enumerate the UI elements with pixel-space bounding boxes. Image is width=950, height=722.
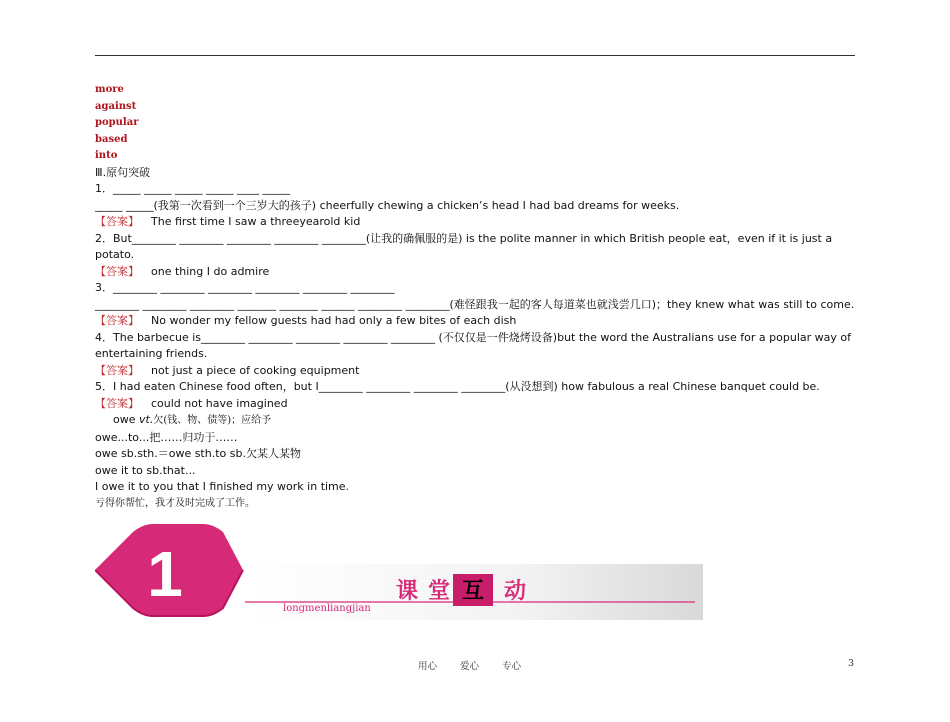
owe-pos: vt. [139, 413, 154, 426]
answer-word-5: into [95, 150, 118, 161]
item-5-answer-text: could not have imagined [151, 396, 288, 410]
answer-tag: 【答案】 [95, 264, 139, 278]
footer-center-text: 用心 爱心 专心 [418, 661, 522, 672]
answer-word-2: against [95, 100, 137, 112]
item-3-line-1: 3．________ ________ ________ ________ ________ ________ [95, 281, 395, 294]
answer-word-3: popular [95, 117, 139, 128]
owe-def: 欠(钱、物、债等)；应给予 [153, 415, 272, 426]
item-4-answer [95, 363, 855, 380]
banner-pinyin: longmenliangjian [283, 603, 371, 614]
item-1-answer-text: The first time I saw a threeyearold kid [151, 215, 361, 228]
item-2-text: 2．But________ ________ ________ ________ ________(让我的确佩服的是) is the polite manner in which British people eat，even if it is just a potato. [95, 231, 833, 261]
banner-title-char-4: 动 [503, 579, 527, 604]
banner-title-char-1: 课 [395, 579, 419, 604]
item-2-answer-text: one thing I do admire [151, 264, 270, 278]
item-4-answer-text: not just a piece of cooking equipment [151, 363, 360, 377]
document-body [95, 82, 855, 512]
section-banner [95, 524, 705, 624]
answer-tag: 【答案】 [95, 215, 139, 228]
item-3-line-2: ________ ________ ________ _______ _______ ______ ________ ________(难怪跟我一起的客人每道菜也就浅尝几口)；they knew what was still to come. [95, 297, 855, 311]
page-number: 3 [848, 658, 855, 669]
item-4-text: 4．The barbecue is________ ________ ________ ________ ________ (不仅仅是一件烧烤设备)but the word the Australians use for a popular way of entertaining friends. [95, 330, 851, 360]
owe-definition [95, 412, 855, 430]
section-heading: Ⅲ.原句突破 [95, 165, 151, 179]
owe-it-to-phrase: owe it to sb.that... [95, 463, 196, 477]
banner-number: 1 [147, 538, 183, 610]
answer-tag: 【答案】 [95, 363, 139, 377]
item-1-line-2: _____ _____(我第一次看到一个三岁大的孩子) cheerfully chewing a chicken’s head I had bad dreams for weeks. [95, 198, 680, 212]
owe-head-word: owe [113, 413, 136, 426]
answer-word-1: more [95, 84, 124, 95]
owe-to-phrase: owe...to...把……归功于…… [95, 430, 238, 444]
owe-sb-sth-phrase: owe sb.sth.＝owe sth.to sb.欠某人某物 [95, 447, 301, 460]
answer-tag: 【答案】 [95, 314, 139, 327]
item-5-answer [95, 396, 855, 413]
item-1-answer [95, 214, 855, 231]
banner-title-char-3: 互 [461, 579, 485, 604]
banner-title-char-2: 堂 [427, 579, 451, 604]
item-2-answer [95, 264, 855, 281]
item-3-answer-text: No wonder my fellow guests had had only a few bites of each dish [151, 314, 517, 327]
item-5-text: 5．I had eaten Chinese food often，but I________ ________ ________ ________(从没想到) how fabulous a real Chinese banquet could be. [95, 380, 820, 393]
answer-tag: 【答案】 [95, 396, 139, 410]
example-en: I owe it to you that I finished my work in time. [95, 480, 350, 493]
example-cn: 亏得你帮忙，我才及时完成了工作。 [95, 497, 255, 509]
answer-word-4: based [95, 133, 128, 145]
item-3-answer [95, 313, 855, 330]
item-1-line-1: 1．_____ _____ _____ _____ ____ _____ [95, 182, 290, 195]
page-footer [0, 658, 950, 674]
header-rule [95, 55, 855, 56]
